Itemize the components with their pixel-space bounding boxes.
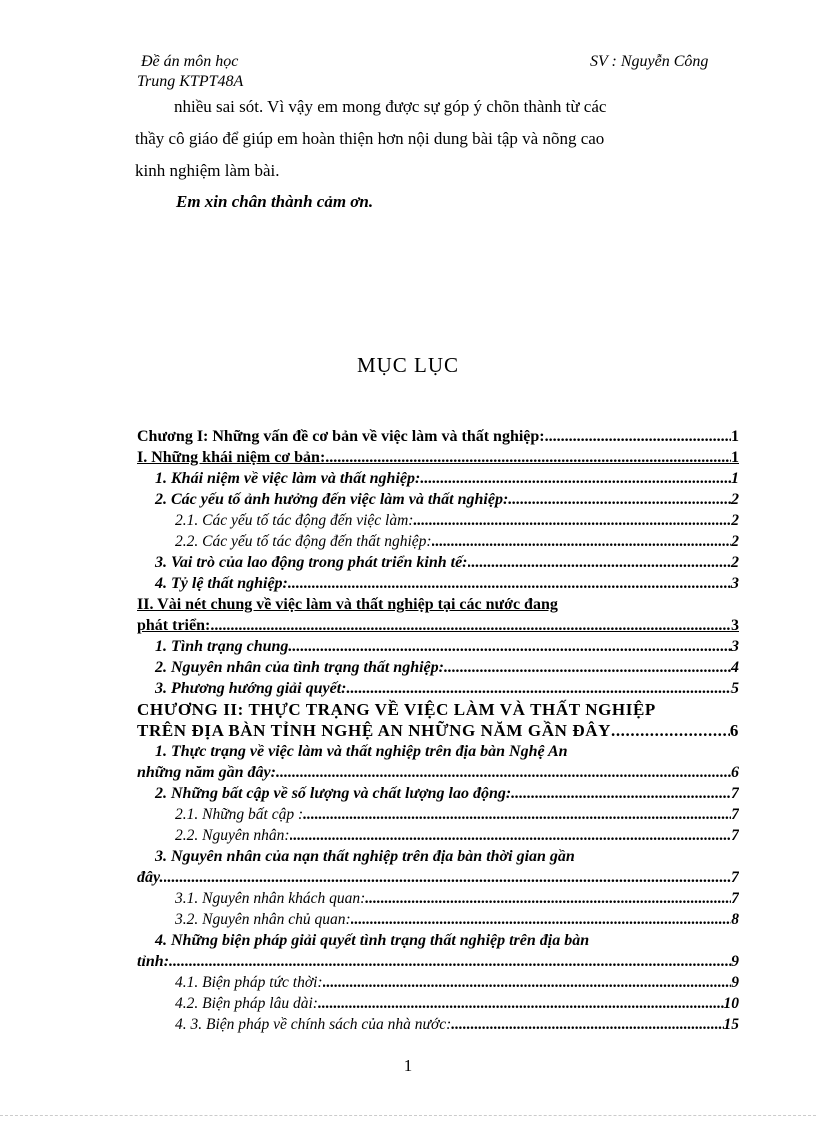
toc-entry-text: 4. Những biện pháp giải quyết tình trạng thất nghiệp trên địa bàn <box>155 932 590 949</box>
toc-entry-text: I. Những khái niệm cơ bản: <box>137 449 326 466</box>
toc-entry-page: 9 <box>731 974 739 991</box>
toc-entry-page: 2 <box>731 512 739 529</box>
toc-entry-text: TRÊN ĐỊA BÀN TỈNH NGHỆ AN NHỮNG NĂM GẦN ĐÂY <box>137 721 611 740</box>
header-student-continued: Trung KTPT48A <box>137 73 244 90</box>
toc-leader <box>511 783 731 804</box>
toc-entry[interactable] <box>137 447 739 468</box>
toc-leader <box>288 573 731 594</box>
toc-leader <box>545 426 731 447</box>
toc-entry[interactable] <box>137 657 739 678</box>
toc-entry[interactable] <box>137 846 739 867</box>
toc-entry-page: 7 <box>731 890 739 907</box>
toc-entry[interactable] <box>137 888 739 909</box>
toc-leader <box>413 510 731 531</box>
page-bottom-divider <box>0 1115 816 1116</box>
toc-entry-page: 4 <box>731 659 739 676</box>
toc-entry-page: 7 <box>731 785 739 802</box>
intro-line: thầy cô giáo để giúp em hoàn thiện hơn nội dung bài tập và nõng cao <box>135 129 605 148</box>
toc-entry[interactable] <box>137 825 739 846</box>
toc-entry-page: 2 <box>731 491 739 508</box>
toc-entry-page: 6 <box>729 721 739 740</box>
toc-entry[interactable] <box>137 867 739 888</box>
toc-entry[interactable] <box>137 615 739 636</box>
toc-leader <box>318 993 724 1014</box>
toc-entry-text: CHƯƠNG II: THỰC TRẠNG VỀ VIỆC LÀM VÀ THẤT NGHIỆP <box>137 700 656 719</box>
toc-entry-page: 1 <box>731 449 739 466</box>
toc-entry-page: 3 <box>731 617 739 634</box>
toc-leader <box>276 762 731 783</box>
toc-entry-page: 8 <box>731 911 739 928</box>
toc-entry-text: 2. Các yếu tố ảnh hưởng đến việc làm và thất nghiệp: <box>155 491 509 508</box>
toc-entry[interactable] <box>137 741 739 762</box>
toc-entry-page: 7 <box>731 827 739 844</box>
toc-entry[interactable] <box>137 531 739 552</box>
toc-entry[interactable] <box>137 762 739 783</box>
toc-entry-text: 1. Tình trạng chung <box>155 638 289 655</box>
toc-entry-text: 3. Nguyên nhân của nạn thất nghiệp trên địa bàn thời gian gần <box>155 848 575 865</box>
toc-entry-page: 6 <box>731 764 739 781</box>
toc-leader <box>451 1014 723 1035</box>
thanks-line: Em xin chân thành cảm ơn. <box>176 192 374 211</box>
intro-paragraph <box>135 91 738 187</box>
toc-entry-text: 2.1. Những bất cập : <box>175 806 304 823</box>
toc-leader <box>468 552 731 573</box>
header-student-label: SV : Nguyễn Công <box>590 53 709 70</box>
toc-entry-page: 2 <box>731 533 739 550</box>
header-course-label: Đề án môn học <box>141 53 239 70</box>
toc-entry[interactable] <box>137 951 739 972</box>
intro-line: nhiều sai sót. Vì vậy em mong được sự góp ý chõn thành từ các <box>174 97 607 116</box>
toc-entry-page: 15 <box>723 1016 739 1033</box>
toc-leader <box>303 804 731 825</box>
toc-entry-text: 1. Khái niệm về việc làm và thất nghiệp: <box>155 470 421 487</box>
toc-entry-text: phát triển: <box>137 617 211 634</box>
toc-entry-text: những năm gần đây: <box>137 764 276 781</box>
toc-leader <box>420 468 731 489</box>
toc-entry-text: 4. 3. Biện pháp về chính sách của nhà nước: <box>175 1016 452 1033</box>
toc-entry-page: 1 <box>731 428 739 445</box>
toc-entry-text: 1. Thực trạng về việc làm và thất nghiệp trên địa bàn Nghệ An <box>155 743 568 760</box>
toc-leader <box>323 972 732 993</box>
toc-entry-text: đây. <box>137 869 164 886</box>
toc-entry[interactable] <box>137 720 739 741</box>
toc-entry-text: 2.1. Các yếu tố tác động đến việc làm: <box>175 512 414 529</box>
toc-entry[interactable] <box>137 699 739 720</box>
toc-entry-page: 1 <box>731 470 739 487</box>
toc-entry[interactable] <box>137 636 739 657</box>
toc-entry[interactable] <box>137 510 739 531</box>
toc-entry[interactable] <box>137 804 739 825</box>
toc-entry-page: 3 <box>731 638 739 655</box>
toc-entry-page: 2 <box>731 554 739 571</box>
toc-entry[interactable] <box>137 573 739 594</box>
toc-entry-text: tỉnh: <box>137 953 170 970</box>
toc-entry[interactable] <box>137 909 739 930</box>
toc-entry[interactable] <box>137 783 739 804</box>
toc-entry-text: 3.1. Nguyên nhân khách quan: <box>175 890 366 907</box>
toc-entry-page: 10 <box>723 995 739 1012</box>
toc-entry[interactable] <box>137 594 739 615</box>
toc-leader <box>210 615 731 636</box>
toc-leader <box>288 636 731 657</box>
toc-entry-text: 3. Vai trò của lao động trong phát triển kinh tế: <box>155 554 468 571</box>
toc-entry-page: 3 <box>731 575 739 592</box>
toc-leader <box>325 447 731 468</box>
toc-entry-text: 4. Tỷ lệ thất nghiệp: <box>155 575 288 592</box>
toc-entry-text: Chương I: Những vấn đề cơ bản về việc làm và thất nghiệp: <box>137 428 545 445</box>
toc-leader <box>351 909 732 930</box>
toc-entry-text: II. Vài nét chung về việc làm và thất nghiệp tại các nước đang <box>137 596 558 613</box>
toc-entry[interactable] <box>137 426 739 447</box>
toc-entry-page: 5 <box>731 680 739 697</box>
toc-leader <box>508 489 731 510</box>
toc-leader <box>432 531 732 552</box>
toc-entry[interactable] <box>137 678 739 699</box>
toc-entry-text: 3.2. Nguyên nhân chủ quan: <box>175 911 351 928</box>
toc-entry-text: 2. Những bất cập về số lượng và chất lượng lao động: <box>155 785 512 802</box>
toc-entry-text: 4.2. Biện pháp lâu dài: <box>175 995 318 1012</box>
toc-leader <box>346 678 731 699</box>
toc-leader <box>164 867 731 888</box>
toc-title: MỤC LỤC <box>356 353 460 377</box>
toc-entry-text: 2. Nguyên nhân của tình trạng thất nghiệp: <box>155 659 444 676</box>
toc-leader <box>444 657 731 678</box>
toc-entry[interactable] <box>137 993 739 1014</box>
toc-entry[interactable] <box>137 972 739 993</box>
toc-entry-text: 3. Phương hướng giải quyết: <box>155 680 347 697</box>
toc-entry-page: 7 <box>731 806 739 823</box>
toc-entry[interactable] <box>137 489 739 510</box>
toc-leader <box>169 951 731 972</box>
toc-leader <box>290 825 732 846</box>
page-number: 1 <box>403 1056 413 1075</box>
toc-entry-page: 9 <box>731 953 739 970</box>
table-of-contents <box>137 426 739 1035</box>
intro-line: kinh nghiệm làm bài. <box>135 161 280 180</box>
toc-entry[interactable] <box>137 552 739 573</box>
toc-leader <box>365 888 731 909</box>
toc-entry-text: 4.1. Biện pháp tức thời: <box>175 974 323 991</box>
toc-entry-text: 2.2. Nguyên nhân: <box>175 827 290 844</box>
toc-entry[interactable] <box>137 1014 739 1035</box>
toc-entry[interactable] <box>137 930 739 951</box>
toc-entry-text: 2.2. Các yếu tố tác động đến thất nghiệp: <box>175 533 432 550</box>
toc-entry[interactable] <box>137 468 739 489</box>
toc-leader <box>611 720 730 741</box>
toc-entry-page: 7 <box>731 869 739 886</box>
